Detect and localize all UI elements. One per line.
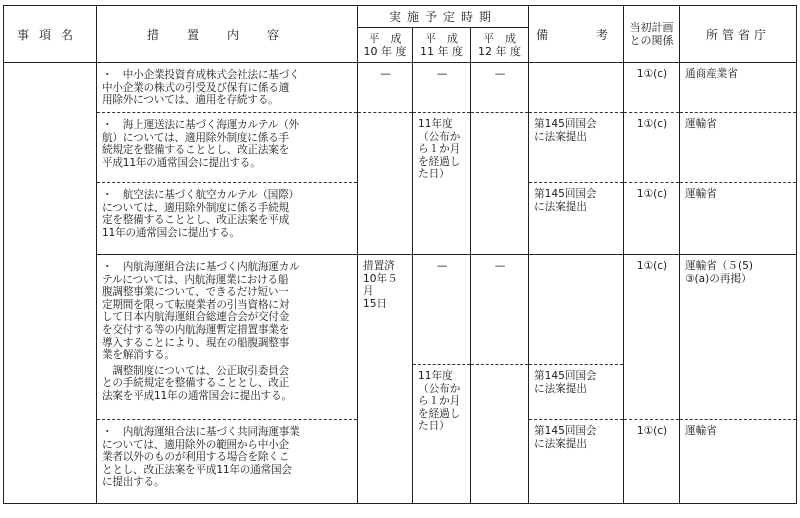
table-row	[4, 63, 797, 113]
measure-cell: ・ 内航海運組合法に基づく共同海運事業 については、適用除外の範囲から中小企 業者以外のものが利用する場合を除くこ ととし、改正法案を平成11年の通常国会 に提出する。	[97, 420, 358, 504]
fy11-cell: —	[413, 255, 471, 365]
header-fy11: 平 成 11 年 度	[413, 28, 471, 63]
relation-cell: 1①(c)	[624, 255, 680, 365]
measure-cell: ・ 中小企業投資育成株式会社法に基づく 中小企業の株式の引受及び保有に係る適 用除外については、適用を存続する。	[97, 63, 358, 113]
relation-cell: 1①(c)	[624, 183, 680, 255]
fy10-cell	[358, 63, 413, 113]
fy12-cell	[471, 113, 529, 255]
header-item-name: 事項名	[4, 6, 97, 63]
fy11-cell: 11年度 （公布か ら１か月 を経過し た日）	[413, 365, 471, 504]
relation-cell: 1①(c)	[624, 113, 680, 183]
fy12-cell: —	[471, 63, 529, 113]
header-remarks: 備 考	[529, 6, 624, 63]
relation-cell: 1①(c)	[624, 63, 680, 113]
header-schedule: 実施予定時期	[358, 6, 529, 28]
measure-cell: ・ 内航海運組合法に基づく内航海運カル テルについては、内航海運業における船 腹調整事業について、できるだけ短い一 定期間を限って転廃業者の引当資格に対 して日本内航海運組合総連合会が交付金 を交付する等の内航海運暫定措置事業を 導入することにより、現在の船腹調整事 業を解消する。	[97, 255, 358, 365]
fy10-cell	[358, 113, 413, 255]
header-row-1	[4, 6, 797, 28]
none-mark: —	[380, 68, 391, 80]
remarks-cell: 第145回国会 に法案提出	[529, 420, 624, 504]
header-ministry: 所管省庁	[680, 6, 797, 63]
fy11-cell: 11年度 （公布か ら１か月 を経過し た日）	[413, 113, 471, 255]
header-fy12: 平 成 12 年 度	[471, 28, 529, 63]
measure-cell: ・ 海上運送法に基づく海運カルテル（外 航）については、適用除外制度に係る手 続規定を整備することとし、改正法案を 平成11年の通常国会に提出する。	[97, 113, 358, 183]
ministry-cell: 運輸省	[680, 113, 797, 183]
fy11-cell: —	[413, 63, 471, 113]
measure-cell: ・ 航空法に基づく航空カルテル（国際） については、適用除外制度に係る手続規 定を整備することとし、改正法案を平成 11年の通常国会に提出する。	[97, 183, 358, 255]
table-row	[4, 255, 797, 365]
item-name-cell	[4, 63, 97, 504]
ministry-cell	[680, 365, 797, 420]
relation-cell	[624, 365, 680, 420]
relation-cell: 1①(c)	[624, 420, 680, 504]
remarks-cell	[529, 255, 624, 365]
remarks-cell: 第145回国会 に法案提出	[529, 365, 624, 420]
measures-table	[3, 5, 797, 504]
header-measures: 措置内容	[97, 6, 358, 63]
header-relation: 当初計画 との関係	[624, 6, 680, 63]
fy10-cell: 措置済 10年５月 15日	[358, 255, 413, 504]
ministry-cell: 運輸省（５(5) ③(a)の再掲）	[680, 255, 797, 365]
ministry-cell: 運輸省	[680, 420, 797, 504]
remarks-cell	[529, 63, 624, 113]
header-fy10: 平 成 10 年 度	[358, 28, 413, 63]
remarks-cell: 第145回国会 に法案提出	[529, 113, 624, 183]
ministry-cell: 通商産業省	[680, 63, 797, 113]
ministry-cell: 運輸省	[680, 183, 797, 255]
fy12-cell	[471, 365, 529, 504]
remarks-cell: 第145回国会 に法案提出	[529, 183, 624, 255]
fy12-cell: —	[471, 255, 529, 365]
table-row	[4, 113, 797, 183]
measure-cell: 調整制度については、公正取引委員会 との手続規定を整備することとし、改正 法案を平成11年の通常国会に提出する。	[97, 365, 358, 420]
